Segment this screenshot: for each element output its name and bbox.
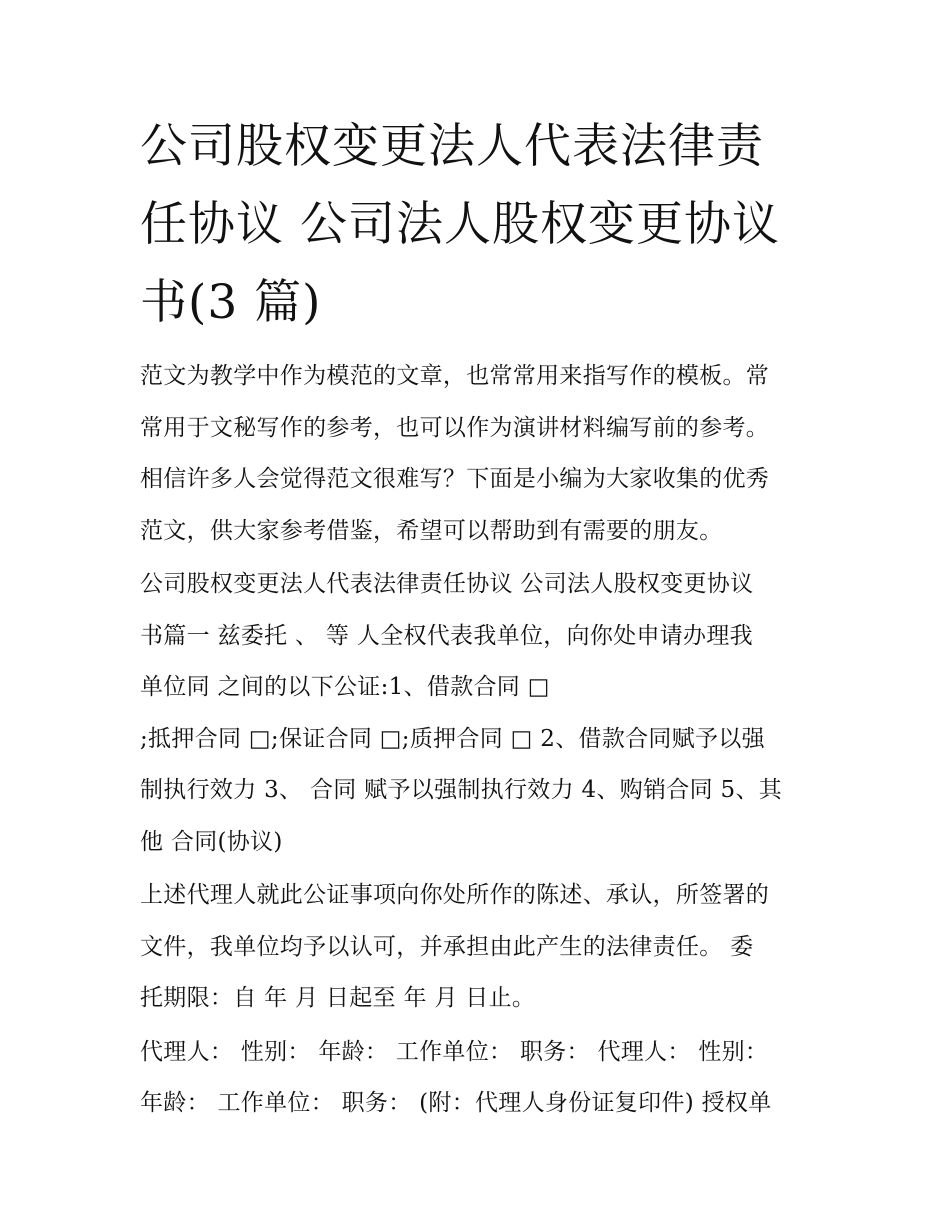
text-line: 上述代理人就此公证事项向你处所作的陈述、承认，所签署的 [140,882,770,908]
text-line: 单位同 之间的以下公证:1、借款合同 □ [140,674,550,700]
title-line-1: 公司股权变更法人代表法律责 [140,119,764,174]
paragraph-power-of-attorney [140,559,830,868]
text-line: 常用于文秘写作的参考，也可以作为演讲材料编写前的参考。 [140,414,770,441]
title-line-3: 书(3 篇) [140,275,322,330]
document-title [140,108,820,342]
text-line: ;抵押合同 □;保证合同 □;质押合同 □ 2、借款合同赋予以强 [140,725,765,752]
text-line: 他 合同(协议) [140,828,283,855]
text-line: 相信许多人会觉得范文很难写？下面是小编为大家收集的优秀 [140,466,770,492]
text-line: 公司股权变更法人代表法律责任协议 公司法人股权变更协议 [140,571,754,597]
paragraph-liability [140,870,830,1025]
text-line: 书篇一 兹委托 、 等 人全权代表我单位，向你处申请办理我 [140,622,753,649]
text-line: 文件，我单位均予以认可，并承担由此产生的法律责任。 委 [140,933,754,960]
text-line: 范文，供大家参考借鉴，希望可以帮助到有需要的朋友。 [140,517,723,544]
text-line: 制执行效力 3、 合同 赋予以强制执行效力 4、购销合同 5、其 [140,777,783,803]
text-line: 年龄： 工作单位： 职务： (附：代理人身份证复印件) 授权单 [140,1090,772,1116]
text-line: 代理人： 性别： 年龄： 工作单位： 职务： 代理人： 性别： [140,1038,769,1065]
paragraph-intro [140,351,830,557]
title-line-2: 任协议 公司法人股权变更协议 [140,197,780,252]
document-body [140,351,830,1132]
paragraph-agent-info [140,1027,830,1130]
text-line: 范文为教学中作为模范的文章，也常常用来指写作的模板。常 [140,363,770,389]
text-line: 托期限：自 年 月 日起至 年 月 日止。 [140,985,536,1011]
